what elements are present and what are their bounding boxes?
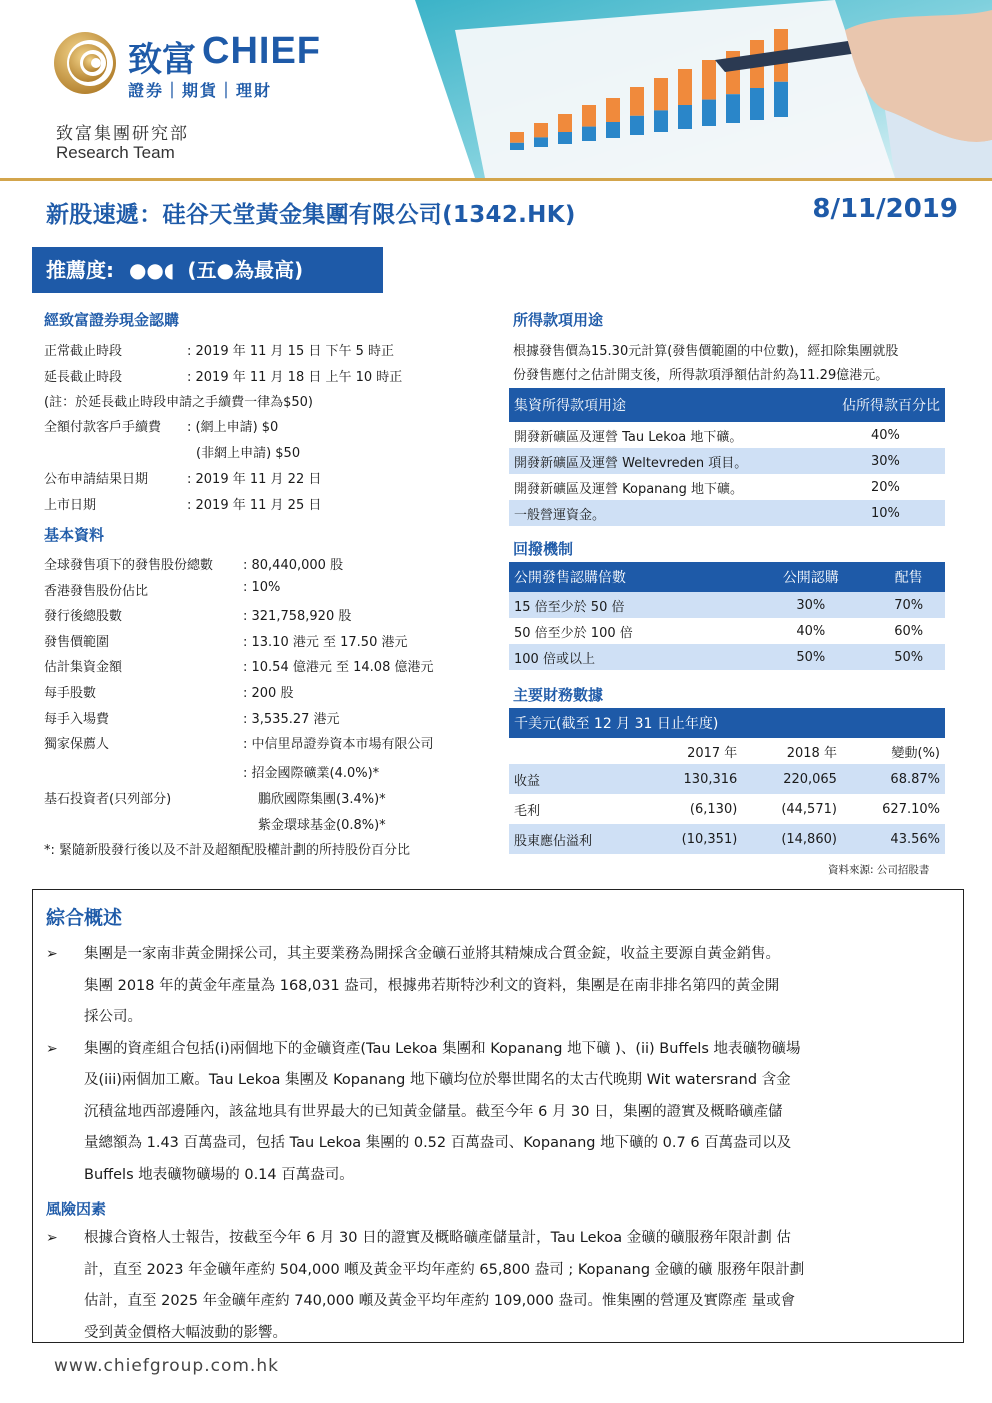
banner-bar [606,98,620,122]
table-cell: 50% [749,644,872,670]
table-row [509,448,945,474]
table-row [509,618,945,644]
overview-text-line: 集團的資產組合包括(i)兩個地下的金礦資產(Tau Lekoa 集團和 Kopanang 地下礦 )、(ii) Buffels 地表礦物礦場 [84,1040,801,1057]
proceeds-table [509,388,945,526]
basic-info-value: : 3,535.27 港元 [243,711,340,727]
table-cell: (44,571) [742,794,842,824]
shareholding-footnote: *: 緊隨新股發行後以及不計及超額配股權計劃的所持股份百分比 [44,843,411,858]
table-cell: (10,351) [643,824,743,854]
subscription-value: : 2019 年 11 月 22 日 [187,472,322,487]
basic-info-value: : 200 股 [243,686,294,701]
report-title: 新股速遞：硅谷天堂黃金集團有限公司(1342.HK) [46,202,576,228]
dept-cn: 致富集團研究部 [56,124,189,144]
table-row [509,474,945,500]
banner-bar [582,127,596,141]
banner-bar [750,88,764,120]
table-row [509,764,945,794]
basic-info-label: 全球發售項下的發售股份總數 [44,558,214,573]
report-date: 8/11/2019 [812,194,958,224]
table-cell: 15 倍至少於 50 倍 [509,592,749,618]
basic-info-heading: 基本資料 [44,526,105,544]
bullet-arrow-icon: ➢ [46,1040,58,1057]
table-cell: 股東應佔溢利 [509,824,643,854]
chief-logo-icon [52,30,128,96]
proceeds-desc-line: 份發售應付之估計開支後，所得款項淨額估計約為11.29億港元。 [513,368,889,383]
banner-bar [678,69,692,105]
cornerstone-item: : 招金國際礦業(4.0%)* [243,766,380,781]
overview-text-line: 及(iii)兩個加工廠。Tau Lekoa 集團及 Kopanang 地下礦均位於舉世聞名的太古代晚期 Wit watersrand 含金 [84,1072,791,1088]
clawback-heading: 回撥機制 [513,540,574,558]
basic-info-value: : 中信里昂證券資本市場有限公司 [243,737,434,753]
banner-bar [630,116,644,135]
table-row [509,794,945,824]
table-cell: 40% [811,422,945,448]
banner-bar [558,114,572,132]
unit-label: 千美元(截至 12 月 31 日止年度) [509,708,945,738]
overview-text-line: Buffels 地表礦物礦場的 0.14 百萬盎司。 [84,1166,354,1183]
banner-bar [630,87,644,116]
subscription-value: : 2019 年 11 月 18 日 上午 10 時正 [187,370,403,385]
basic-info-value: : 10% [243,579,281,595]
table-cell: 220,065 [742,764,842,794]
banner-bar [678,105,692,129]
table-cell: 40% [749,618,872,644]
basic-info-value: : 321,758,920 股 [243,609,352,625]
column-header: 2017 年 [643,738,743,764]
table-cell: 50 倍至少於 100 倍 [509,618,749,644]
table-row [509,500,945,526]
subscription-value: : 2019 年 11 月 25 日 [187,498,322,513]
cornerstone-label: 基石投資者(只列部分) [44,792,172,807]
basic-info-value: : 13.10 港元 至 17.50 港元 [243,634,408,650]
bullet-arrow-icon: ➢ [46,1230,58,1246]
banner-bar [534,137,548,147]
table-cell: 627.10% [842,794,945,824]
table-unit-row [509,708,945,738]
risk-text-line: 受到黃金價格大幅波動的影響。 [84,1324,287,1341]
table-row [509,422,945,448]
dept-en: Research Team [56,143,175,162]
financials-heading: 主要財務數據 [513,686,604,704]
basic-info-label: 估計集資金額 [44,660,123,676]
subscription-label: 正常截止時段 [44,344,123,359]
cornerstone-item: 鵬欣國際集團(3.4%)* [258,792,386,807]
banner-bar [726,94,740,123]
header-banner-image [415,0,992,178]
column-header: 集資所得款項用途 [509,388,811,422]
banner-bar [582,105,596,127]
overview-text-line: 採公司。 [84,1009,142,1025]
risk-text-line: 計，直至 2023 年金礦年產約 504,000 噸及黃金平均年產約 65,800 盎司 ; Kopanang 金礦的礦 服務年限計劃 [84,1261,805,1278]
table-row [509,592,945,618]
overview-text-line: 沉積盆地西部邊陲內，該盆地具有世界最大的已知黃金儲量。截至今年 6 月 30 日，集團的證實及概略礦產儲 [84,1103,783,1120]
column-header: 配售 [872,562,945,592]
table-cell: 毛利 [509,794,643,824]
table-cell: 開發新礦區及運營 Weltevreden 項目。 [509,448,811,474]
basic-info-value: : 80,440,000 股 [243,558,344,573]
overview-text-line: 集團是一家南非黃金開採公司，其主要業務為開採含金礦石並將其精煉成合質金錠，收益主要源自黃金銷售。 [84,946,780,962]
subscription-value: : 2019 年 11 月 15 日 下午 5 時正 [187,344,395,359]
banner-bar [654,78,668,110]
column-header: 2018 年 [742,738,842,764]
brand-en: CHIEF [202,30,321,72]
rating-bar [32,247,383,293]
table-cell: 30% [749,592,872,618]
subscription-heading: 經致富證券現金認購 [44,311,180,329]
table-cell: 100 倍或以上 [509,644,749,670]
basic-info-label: 獨家保薦人 [44,737,110,753]
overview-heading: 綜合概述 [46,907,123,929]
table-cell: 開發新礦區及運營 Kopanang 地下礦。 [509,474,811,500]
rating-note: (五●為最高) [187,258,304,282]
column-header: 佔所得款百分比 [811,388,945,422]
table-cell: (14,860) [742,824,842,854]
table-row [509,644,945,670]
banner-bar [774,82,788,117]
table-cell: (6,130) [643,794,743,824]
table-cell: 收益 [509,764,643,794]
subscription-label: 全額付款客戶手續費 [44,420,162,435]
source-note: 資料來源: 公司招股書 [828,864,930,876]
table-cell: 60% [872,618,945,644]
banner-bar [702,100,716,126]
subscription-label: 延長截止時段 [44,370,123,385]
table-cell: 開發新礦區及運營 Tau Lekoa 地下礦。 [509,422,811,448]
table-cell: 10% [811,500,945,526]
table-cell: 130,316 [643,764,743,794]
banner-bar [510,143,524,150]
basic-info-label: 每手股數 [44,686,97,701]
subscription-label: 上市日期 [44,498,97,513]
proceeds-heading: 所得款項用途 [513,311,604,329]
rating-symbols: ●●◖ [128,258,175,282]
table-cell: 43.56% [842,824,945,854]
table-header-row [509,738,945,764]
page-header [0,0,992,178]
risk-text-line: 根據合資格人士報告，按截至今年 6 月 30 日的證實及概略礦產儲量計，Tau Lekoa 金礦的礦服務年限計劃 估 [84,1230,791,1246]
brand-cn: 致富 [128,40,196,80]
risk-text-line: 估計，直至 2025 年金礦年產約 740,000 噸及黃金平均年產約 109,000 盎司。惟集團的營運及實際產 量或會 [84,1293,796,1309]
table-cell: 50% [872,644,945,670]
clawback-table [509,562,945,670]
table-cell: 68.87% [842,764,945,794]
subscription-label: 公布申請結果日期 [44,472,149,487]
header-divider [0,178,992,181]
column-header [509,738,643,764]
table-cell: 30% [811,448,945,474]
column-header: 變動(%) [842,738,945,764]
overview-text-line: 集團 2018 年的黃金年產量為 168,031 盎司，根據弗若斯特沙利文的資料，集團是在南非排名第四的黃金開 [84,977,780,994]
cornerstone-item: 紫金環球基金(0.8%)* [258,818,386,833]
proceeds-desc-line: 根據發售價為15.30元計算(發售價範圍的中位數)，經扣除集團就股 [513,344,899,359]
footer-website: www.chiefgroup.com.hk [54,1356,279,1376]
basic-info-label: 發行後總股數 [44,609,123,625]
banner-bar [558,132,572,144]
column-header: 公開發售認購倍數 [509,562,749,592]
column-header: 公開認購 [749,562,872,592]
subscription-value: (非網上申請) $50 [196,446,301,461]
rating-label: 推薦度: [46,258,114,282]
table-header-row [509,388,945,422]
financials-table [509,708,945,854]
basic-info-value: : 10.54 億港元 至 14.08 億港元 [243,660,434,676]
table-cell: 20% [811,474,945,500]
banner-bar [702,60,716,100]
risk-heading: 風險因素 [46,1200,107,1218]
table-cell: 70% [872,592,945,618]
basic-info-label: 每手入場費 [44,711,110,727]
bullet-arrow-icon: ➢ [46,946,58,962]
banner-bar [534,123,548,137]
brand-tagline: 證券｜期貨｜理財 [128,81,273,100]
table-row [509,824,945,854]
overview-text-line: 量總額為 1.43 百萬盎司，包括 Tau Lekoa 集團的 0.52 百萬盎司、Kopanang 地下礦的 0.7 6 百萬盎司以及 [84,1135,792,1151]
basic-info-label: 發售價範圍 [44,634,110,650]
subscription-label: (註：於延長截止時段申請之手續費一律為$50) [44,395,313,410]
subscription-value: : (網上申請) $0 [187,420,279,435]
table-header-row [509,562,945,592]
basic-info-label: 香港發售股份佔比 [44,583,149,599]
banner-bar [654,110,668,132]
banner-bar [606,122,620,138]
banner-bar [510,132,524,143]
table-cell: 一般營運資金。 [509,500,811,526]
